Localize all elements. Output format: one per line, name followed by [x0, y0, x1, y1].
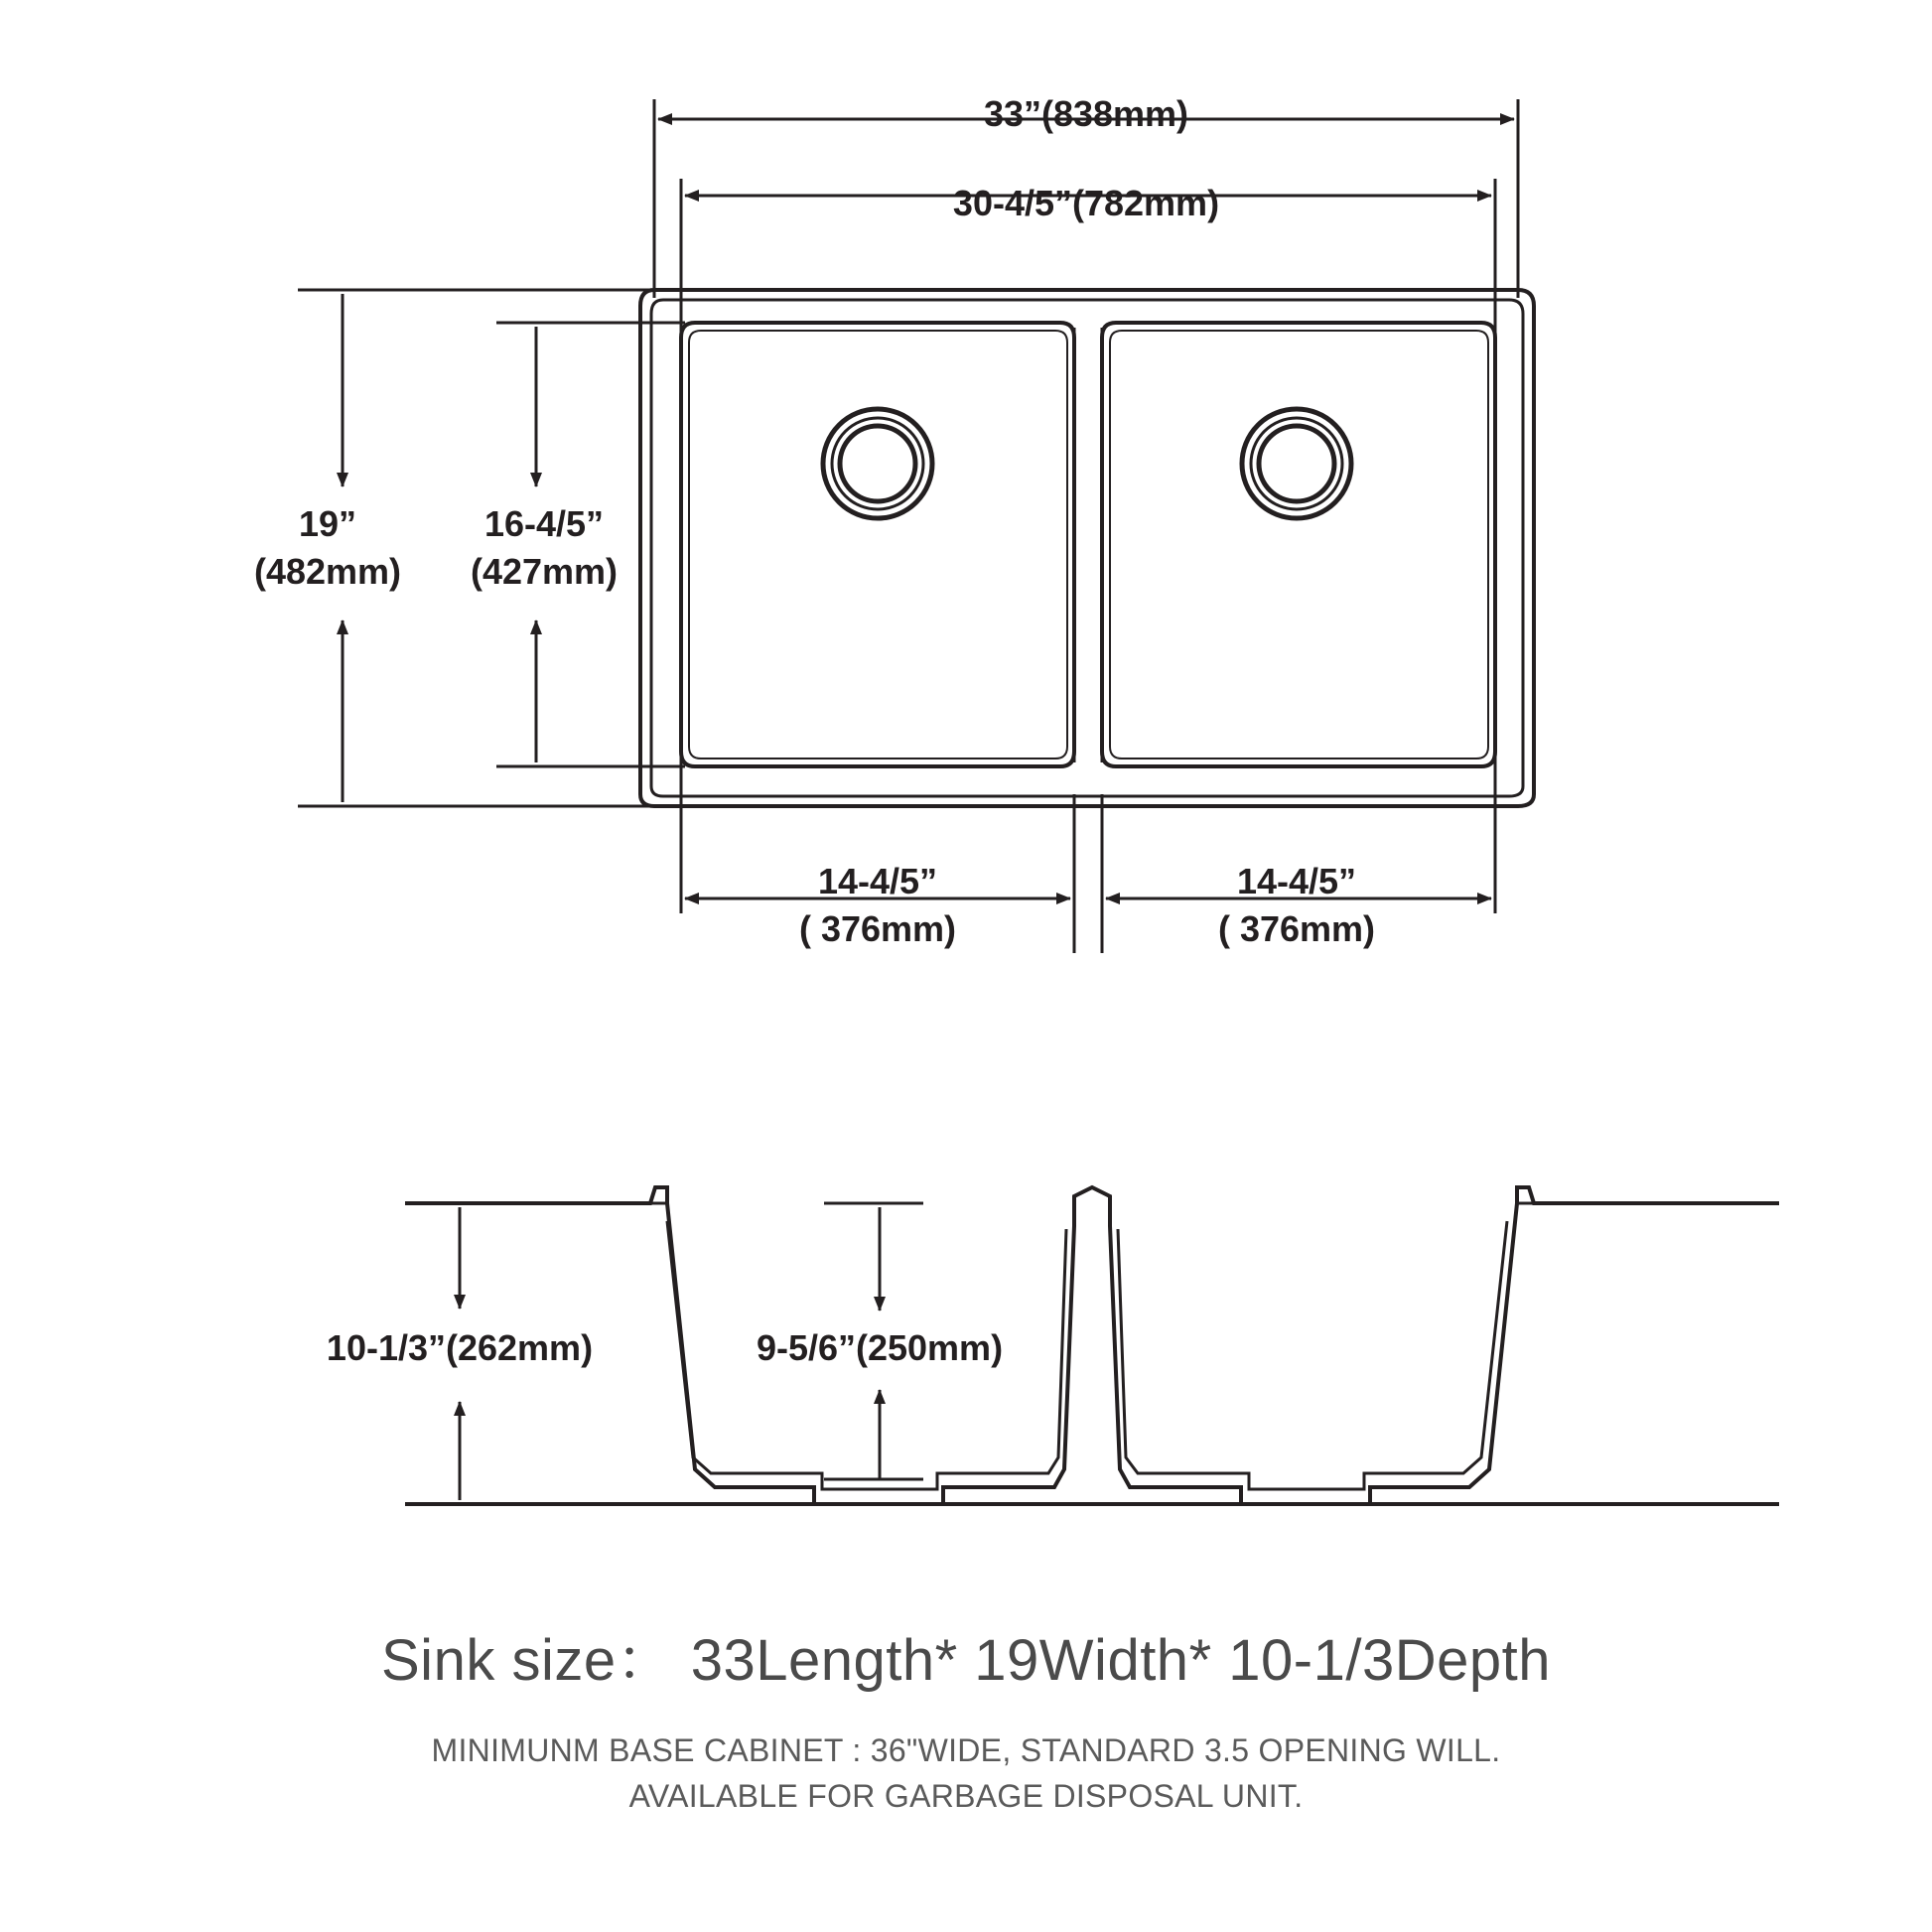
- dim-right-bowl-line1: 14-4/5”: [1236, 861, 1357, 901]
- dim-overall-depth-line2: (482mm): [253, 551, 402, 592]
- section-view-sink-profile: [405, 1187, 1779, 1504]
- note-line-2: AVAILABLE FOR GARBAGE DISPOSAL UNIT.: [628, 1778, 1304, 1815]
- dim-inner-depth-line2: (427mm): [470, 551, 619, 592]
- dim-right-bowl-line2: ( 376mm): [1217, 908, 1376, 949]
- cabinet-notes: [0, 1727, 1932, 1820]
- note-line-1: MINIMUNM BASE CABINET : 36"WIDE, STANDARD 3.5 OPENING WILL.: [431, 1732, 1501, 1768]
- drain-hole-right: [1242, 409, 1351, 518]
- dim-left-bowl-line2: ( 376mm): [798, 908, 957, 949]
- dim-inner-depth-line1: 16-4/5”: [483, 503, 605, 544]
- dim-overall-depth-line1: 19”: [298, 503, 357, 544]
- dim-section-overall-depth: 10-1/3”(262mm): [326, 1327, 594, 1368]
- dim-inner-width: 30-4/5”(782mm): [952, 183, 1220, 223]
- drain-hole-left: [823, 409, 932, 518]
- dim-overall-width: 33”(838mm): [983, 93, 1189, 134]
- sink-size-caption: Sink size： 33Length* 19Width* 10-1/3Depth: [381, 1628, 1551, 1693]
- dim-left-bowl-line1: 14-4/5”: [817, 861, 938, 901]
- top-view-sink-outline: [640, 290, 1534, 806]
- top-view-dimension-lines: [298, 99, 1518, 953]
- dim-section-bowl-depth: 9-5/6”(250mm): [756, 1327, 1004, 1368]
